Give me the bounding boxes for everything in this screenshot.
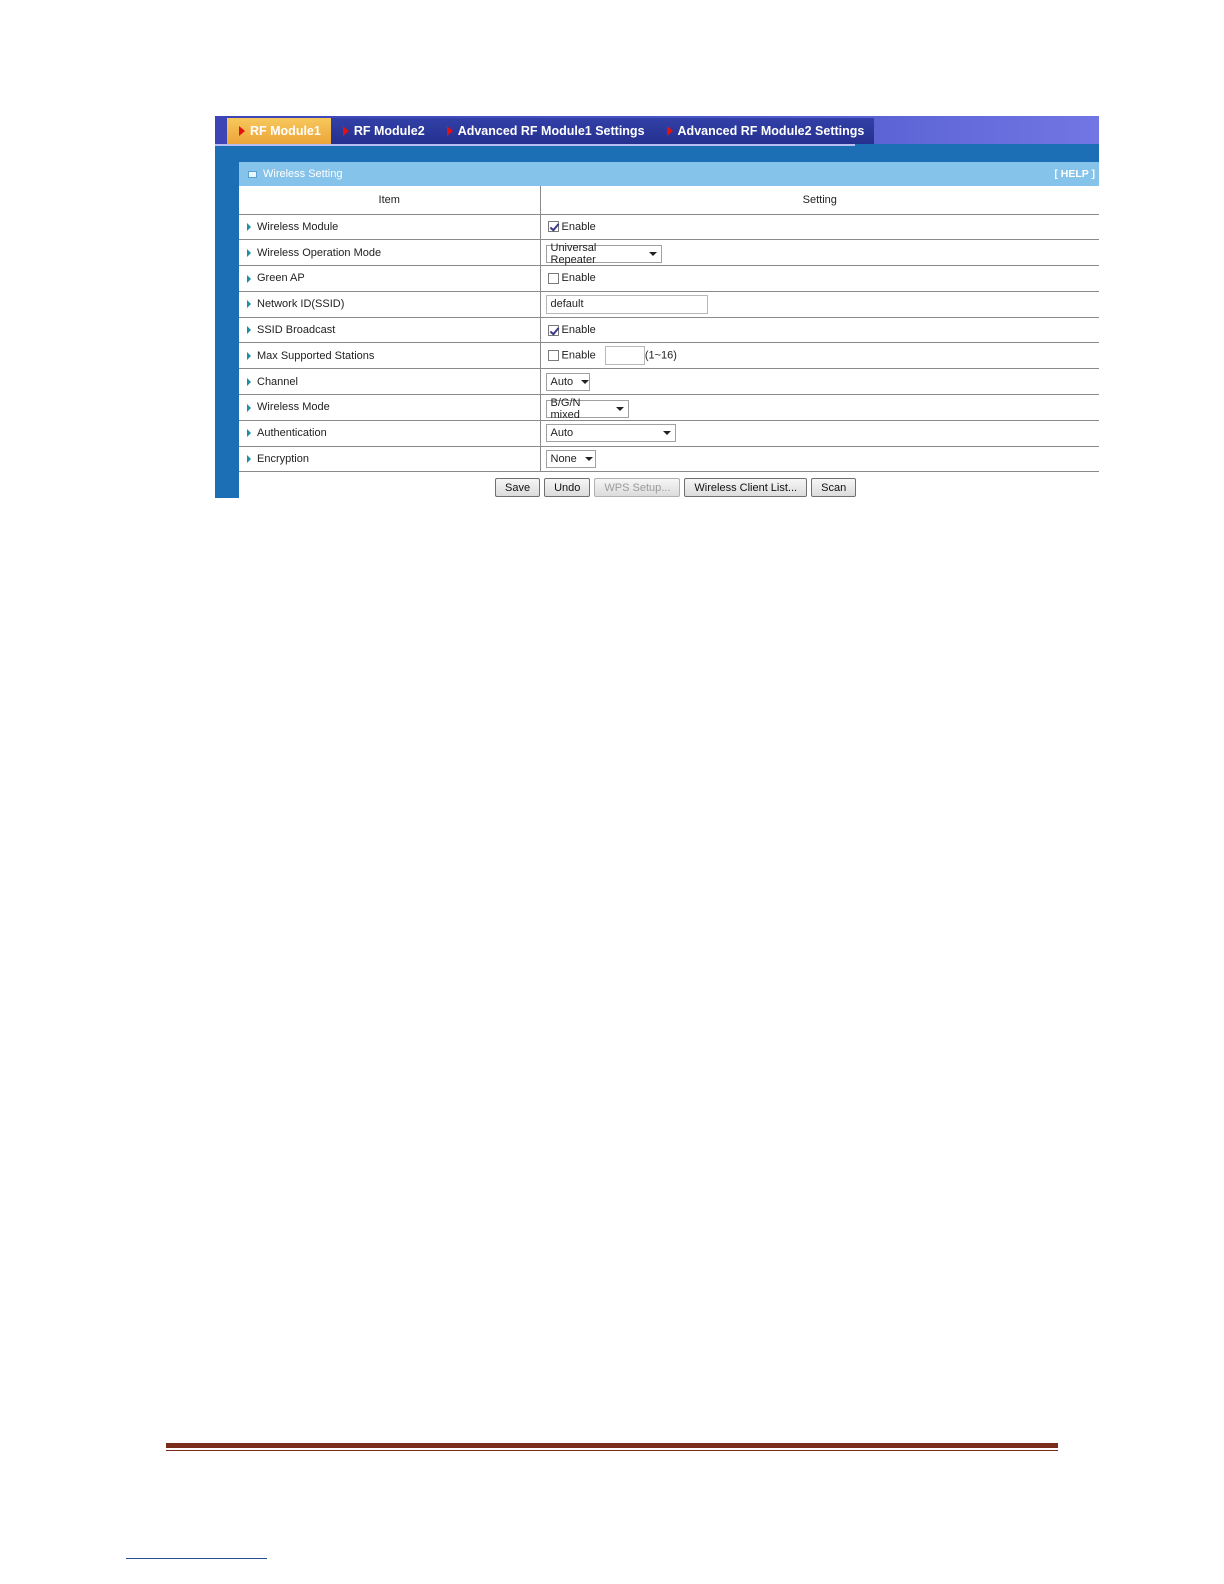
row-label: Wireless Module (257, 220, 339, 233)
row-label: Wireless Mode (257, 401, 330, 414)
chevron-down-icon (581, 380, 589, 384)
row-arrow-icon (247, 378, 251, 386)
table-row (239, 317, 1099, 343)
row-label: Max Supported Stations (257, 349, 375, 362)
row-label-cell (239, 420, 540, 446)
tab-label: Advanced RF Module1 Settings (457, 124, 645, 138)
row-arrow-icon (247, 326, 251, 334)
row-label-cell (239, 317, 540, 343)
tab-arrow-icon (447, 126, 453, 136)
tab-label: RF Module2 (353, 124, 425, 138)
select-value: None (550, 453, 577, 466)
checkbox-label: Enable (561, 272, 596, 285)
row-label-cell (239, 266, 540, 292)
select-value: Universal Repeater (550, 242, 597, 267)
row-label: Green AP (257, 272, 305, 285)
footer-link-underline (126, 1558, 267, 1559)
row-label-cell (239, 395, 540, 421)
checkbox-label: Enable (561, 324, 596, 337)
wireless-setting-panel (239, 162, 1099, 498)
table-header-row (239, 186, 1099, 214)
tab-advanced-rf-module2-settings[interactable] (655, 118, 875, 144)
row-label: Encryption (257, 453, 309, 466)
row-setting-cell (540, 214, 1099, 240)
checkbox-label: Enable (561, 349, 596, 362)
table-row (239, 446, 1099, 472)
row-label-cell (239, 369, 540, 395)
row-label: Wireless Operation Mode (257, 246, 382, 259)
scan-button[interactable]: Scan (811, 478, 856, 497)
save-button[interactable]: Save (495, 478, 540, 497)
wps-setup-button[interactable]: WPS Setup... (594, 478, 680, 497)
checkbox-label: Enable (561, 220, 596, 233)
row-setting-cell (540, 343, 1099, 369)
help-link[interactable]: [ HELP ] (1054, 168, 1095, 180)
wireless-client-list-button[interactable]: Wireless Client List... (684, 478, 807, 497)
row-arrow-icon (247, 429, 251, 437)
tab-underline (215, 144, 855, 146)
tab-rf-module2[interactable] (331, 118, 435, 144)
chevron-down-icon (663, 431, 671, 435)
table-row (239, 395, 1099, 421)
row-arrow-icon (247, 455, 251, 463)
row-label: Network ID(SSID) (257, 298, 345, 311)
channel-select[interactable] (546, 373, 590, 391)
table-row (239, 420, 1099, 446)
table-row (239, 214, 1099, 240)
table-row (239, 291, 1099, 317)
column-header-setting: Setting (540, 186, 1099, 214)
panel-title-bar (239, 162, 1099, 186)
panel-title: Wireless Setting (263, 168, 343, 180)
encryption-select[interactable] (546, 450, 596, 468)
tab-rf-module1[interactable] (227, 118, 331, 144)
ssid-broadcast-checkbox[interactable] (548, 325, 559, 336)
row-setting-cell (540, 291, 1099, 317)
row-setting-cell (540, 240, 1099, 266)
action-buttons (495, 478, 856, 497)
table-row (239, 343, 1099, 369)
row-arrow-icon (247, 404, 251, 412)
row-setting-cell (540, 395, 1099, 421)
row-setting-cell (540, 317, 1099, 343)
wireless-module-checkbox[interactable] (548, 221, 559, 232)
select-value: B/G/N mixed (550, 396, 581, 421)
row-arrow-icon (247, 352, 251, 360)
table-row (239, 240, 1099, 266)
tab-bar (215, 116, 1099, 144)
chevron-down-icon (616, 407, 624, 411)
ssid-input[interactable]: default (546, 295, 708, 314)
max-stations-input[interactable] (605, 346, 645, 365)
row-arrow-icon (247, 249, 251, 257)
column-header-item: Item (239, 186, 540, 214)
chevron-down-icon (585, 457, 593, 461)
tab-arrow-icon (343, 126, 349, 136)
chevron-down-icon (649, 252, 657, 256)
tab-label: RF Module1 (250, 124, 321, 138)
row-label: SSID Broadcast (257, 324, 336, 337)
row-label-cell (239, 446, 540, 472)
green-ap-checkbox[interactable] (548, 273, 559, 284)
range-hint: (1~16) (644, 349, 677, 362)
tab-arrow-icon (239, 126, 245, 136)
router-settings-screenshot (215, 116, 1099, 498)
operation-mode-select[interactable] (546, 242, 662, 267)
row-setting-cell (540, 266, 1099, 292)
page-footer-rule (166, 1443, 1058, 1451)
select-value: Auto (550, 375, 574, 388)
row-setting-cell (540, 446, 1099, 472)
table-row (239, 369, 1099, 395)
settings-table (239, 186, 1099, 472)
row-setting-cell (540, 420, 1099, 446)
max-stations-checkbox[interactable] (548, 350, 559, 361)
authentication-select[interactable] (546, 424, 676, 442)
select-value: Auto (550, 427, 574, 440)
row-label: Channel (257, 375, 298, 388)
tab-arrow-icon (667, 126, 673, 136)
wireless-mode-select[interactable] (546, 396, 629, 421)
row-label-cell (239, 214, 540, 240)
row-arrow-icon (247, 275, 251, 283)
tab-advanced-rf-module1-settings[interactable] (435, 118, 655, 144)
row-label-cell (239, 291, 540, 317)
tab-label: Advanced RF Module2 Settings (677, 124, 865, 138)
row-label-cell (239, 240, 540, 266)
table-row (239, 266, 1099, 292)
panel-icon (248, 171, 257, 178)
row-arrow-icon (247, 223, 251, 231)
row-label: Authentication (257, 427, 327, 440)
undo-button[interactable]: Undo (544, 478, 590, 497)
row-label-cell (239, 343, 540, 369)
row-arrow-icon (247, 300, 251, 308)
row-setting-cell (540, 369, 1099, 395)
